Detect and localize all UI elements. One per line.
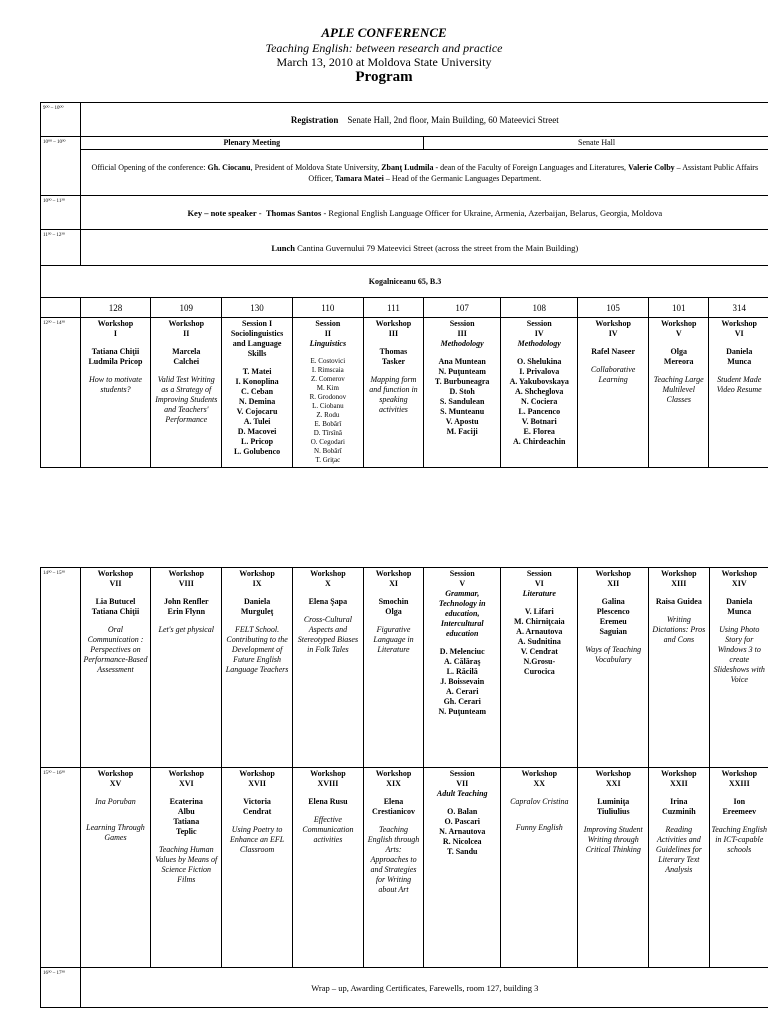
presenter-name: A. Tulei [243,417,271,426]
cell-title: Workshop [375,769,412,778]
cell-number: III [388,329,399,338]
presenter-name: Albu [177,807,195,816]
presenter-name: Tatiana [173,817,200,826]
cell-title: Workshop [660,319,697,328]
schedule-cell [649,768,709,968]
schedule-cell [501,318,578,468]
presenter-name: Saguian [599,627,628,636]
presenter-name: Z. Comerov [310,375,345,383]
cell-number: II [183,329,190,338]
cell-title: Session [526,569,552,578]
cell-title: Workshop [97,319,134,328]
presenter-name: O. Balan [447,807,478,816]
conference-subtitle: Teaching English: between research and practice [265,41,503,55]
lunch-label: Lunch [271,242,295,253]
room-number: 105 [578,298,649,318]
opening-name: Valerie Colby [628,162,675,172]
cell-number: VI [534,579,544,588]
cell-title: Workshop [721,569,758,578]
room-number: 108 [501,298,578,318]
cell-number: XXI [605,779,621,788]
cell-number: I [113,329,118,338]
presenter-name: S. Munteanu [440,407,485,416]
schedule-cell [578,568,649,768]
cell-topic: Oral Communication : Perspectives on Performance-Based Assessment [83,625,148,674]
presenter-name: Lia Butucel [95,597,136,606]
presenter-name: Marcela [172,347,201,356]
presenter-name: Thomas [379,347,408,356]
presenter-name: V. Cendrat [520,647,558,656]
presenter-name: T. Burbuneagra [434,377,490,386]
schedule-cell [80,318,151,468]
cell-number: XV [109,779,122,788]
presenter-name: Daniela [726,597,753,606]
cell-number: II [324,329,331,338]
presenter-name: N. Arnautova [439,827,486,836]
presenter-name: N. Demina [238,397,276,406]
presenter-name: I. Rimscaia [311,366,344,374]
presenter-name: Tatiana Chiţii [91,347,140,356]
presenter-name: E. Costovici [310,357,346,365]
keynote-cell: Key – note speaker - Thomas Santos - Regional English Language Officer for Ukraine, Armenia, Azerbaijan, Belarus, Georgia, Moldova [80,196,768,230]
row-slot1 [41,318,768,468]
room-number: 128 [80,298,151,318]
cell-topic: Collaborative Learning [590,365,636,384]
presenter-name: Murguleţ [240,607,274,616]
plenary-label: Plenary Meeting [80,137,424,150]
presenter-name: Ereemeev [722,807,757,816]
program-table-part1 [40,102,768,468]
cell-title: Workshop [239,769,275,778]
row-lunch [41,230,768,266]
row-opening [41,150,768,196]
presenter-name: E. Bobârî [314,420,342,428]
row-plenary [41,137,768,150]
row-registration [41,103,768,137]
cell-topic: Using Poetry to Enhance an EFL Classroom [229,825,285,854]
schedule-cell [151,318,222,468]
room-number: 107 [424,298,501,318]
cell-number: VII [109,579,122,588]
row-building [41,266,768,298]
cell-topic: Improving Student Writing through Critical Thinking [583,825,643,854]
presenter-name: A. Arnautova [516,627,563,636]
presenter-name: M. Chirniţcaia [513,617,565,626]
cell-number: XXII [669,779,688,788]
cell-topic: Cross-Cultural Aspects and Stereotyped Biases in Folk Tales [297,615,359,654]
cell-number: XXIII [728,779,750,788]
presenter-name: N.Grosu- [523,657,556,666]
cell-title: Session [449,569,475,578]
schedule-cell [424,568,501,768]
presenter-name: Crestianicov [372,807,415,816]
cell-title: Session I [242,319,273,328]
cell-subject: Literature [522,589,556,598]
schedule-cell [293,568,364,768]
cell-presenter: Ina Poruban [95,797,136,806]
opening-name: Tamara Matei [335,173,384,183]
cell-title: Workshop [375,569,412,578]
presenter-name: A. Călăraş [444,657,481,666]
opening-text: - dean of the Faculty of Foreign Languages and Literatures, [433,162,629,172]
cell-number: XVI [178,779,194,788]
presenter-name: C. Ceban [241,387,274,396]
cell-title: Workshop [721,319,757,328]
row-closing [41,968,768,1008]
presenter-name: Cuzminih [661,807,696,816]
presenter-name: R. Grodonov [309,393,347,401]
opening-cell [80,150,768,196]
cell-subject: Adult Teaching [436,789,488,798]
presenter-name: Gh. Cerari [443,697,481,706]
lunch-cell [80,230,768,266]
presenter-name: L. Golubenco [233,447,281,456]
program-table-part2 [40,567,768,1008]
building-cell: Kogalniceanu 65, B.3 [41,266,768,298]
cell-topic: Funny English [515,823,563,832]
schedule-cell [424,318,501,468]
presenter-name: Erin Flynn [167,607,206,616]
opening-text: – Head of the Germanic Languages Department. [383,173,542,183]
presenter-name: M. Kim [316,384,339,392]
cell-subject: Methodology [440,339,484,348]
cell-topic: Teaching English through Arts: Approaches to and Strategies for Writing about Art [367,825,420,894]
presenter-name: D. Tîrsînă [313,429,342,437]
schedule-cell [709,318,768,468]
program-heading: Program [355,69,413,85]
cell-topic: Mapping form and function in speaking activities [369,375,418,414]
time-cell: 10⁰⁰ – 10³⁰ [41,137,81,196]
opening-text: , President of Moldova State University, [250,162,382,172]
cell-title: Session [526,319,552,328]
presenter-name: Teplic [175,827,197,836]
cell-subject: Methodology [517,339,561,348]
schedule-cell [80,768,151,968]
time-cell: 10³⁰ – 11³⁰ [41,196,81,230]
cell-title: Workshop [521,769,558,778]
presenter-name: R. Nicolcea [442,837,482,846]
cell-number: XVII [248,779,266,788]
schedule-cell [649,568,709,768]
presenter-name: A. Chirdeachin [512,437,566,446]
cell-number: XIX [386,779,401,788]
presenter-name: I. Konoplina [235,377,279,386]
presenter-name: Ludmila Pricop [88,357,143,366]
cell-title: Workshop [97,769,134,778]
presenter-name: T. Griţac [315,456,341,464]
row-rooms [41,298,768,318]
cell-title: Workshop [168,569,205,578]
cell-number: V [459,579,466,588]
opening-text: Official Opening of the conference: [91,162,208,172]
cell-topic: Teaching Human Values by Means of Science Fiction Films [155,845,218,884]
presenter-name: Elena Rusu [308,797,348,806]
presenter-name: J. Boissevain [440,677,485,686]
schedule-cell [363,568,423,768]
opening-name: Zbanţ Ludmila [381,162,434,172]
room-number: 101 [649,298,709,318]
presenter-name: Elena Şapa [308,597,348,606]
cell-topic: Let's get physical [158,625,215,634]
cell-number: XI [389,579,398,588]
cell-subject: Linguistics [309,339,347,348]
cell-number: III [457,329,467,338]
cell-title: Workshop [595,569,632,578]
opening-text: – Assistant Public Affairs Officer, [308,162,759,183]
presenter-name: L. Pricop [241,437,274,446]
time-cell: 11³⁰ – 12³⁰ [41,230,81,266]
cell-title: Workshop [168,319,205,328]
presenter-name: O. Cegodari [310,438,345,446]
cell-number: XIV [731,579,747,588]
schedule-cell [222,568,293,768]
presenter-name: Galina [601,597,625,606]
cell-topic: Figurative Language in Literature [373,625,414,654]
row-slot3 [41,768,768,968]
presenter-name: Rafel Naseer [591,347,636,356]
presenter-name: V. Cojocaru [236,407,278,416]
presenter-name: L. Răcilă [446,667,478,676]
cell-topic: Teaching Large Multilevel Classes [653,375,704,404]
presenter-name: Mereora [663,357,694,366]
opening-name: Gh. Ciocanu [207,162,251,172]
presenter-name: M. Faciji [446,427,478,436]
cell-number: VI [734,329,744,338]
cell-topic: Student Made Video Resume [716,375,762,394]
cell-title: Workshop [97,569,134,578]
presenter-name: Olga [385,607,402,616]
presenter-name: N. Cociera [520,397,558,406]
schedule-cell [151,768,222,968]
schedule-cell [501,568,578,768]
presenter-name: Z. Rodu [316,411,340,419]
cell-topic: Using Photo Story for Windows 3 to create Slideshows with Voice [713,625,765,684]
cell-title: Session [315,319,341,328]
presenter-name: Victoria [243,797,271,806]
presenter-name: V. Lifari [524,607,554,616]
cell-number: XVIII [317,779,339,788]
schedule-cell [578,318,649,468]
cell-title: Session [449,769,475,778]
lunch-text: Cantina Guvernului 79 Mateevici Street (across the street from the Main Building) [294,242,579,253]
presenter-name: Ion [733,797,746,806]
presenter-name: N. Bobârî [314,447,342,455]
presenter-name: O. Pascari [444,817,480,826]
presenter-name: Munca [727,607,752,616]
schedule-cell [649,318,709,468]
presenter-name: E. Florea [523,427,555,436]
cell-topic: Writing Dictations: Pros and Cons [652,615,706,644]
presenter-name: Tiuliulius [596,807,630,816]
time-cell: 9⁰⁰ – 10⁰⁰ [41,103,81,137]
cell-number: Sociolinguistics and Language Skills [230,329,284,358]
presenter-name: Eremeu [599,617,627,626]
presenter-name: Daniela [243,597,271,606]
schedule-cell [222,318,293,468]
plenary-place: Senate Hall [424,137,768,150]
registration-label: Registration [290,114,339,125]
time-cell: 12³⁰ – 14³⁰ [41,318,81,468]
presenter-name: V. Botnari [521,417,557,426]
schedule-cell [80,568,151,768]
schedule-cell [363,768,423,968]
room-number: 110 [292,298,363,318]
presenter-name: Irina [670,797,688,806]
presenter-name: Elena [383,797,404,806]
cell-number: VIII [178,579,194,588]
schedule-cell [424,768,501,968]
presenter-name: L. Ciobanu [312,402,344,410]
schedule-cell [709,768,768,968]
presenter-name: Calchei [173,357,200,366]
cell-number: XII [607,579,620,588]
presenter-name: I. Privalova [519,367,560,376]
presenter-name: Ana Muntean [438,357,486,366]
cell-number: VII [456,779,469,788]
schedule-cell [151,568,222,768]
presenter-name: Curocica [523,667,555,676]
cell-title: Workshop [310,569,346,578]
presenter-name: A. Yakubovskaya [509,377,569,386]
closing-cell: Wrap – up, Awarding Certificates, Farewells, room 127, building 3 [80,968,768,1008]
cell-number: IV [608,329,618,338]
cell-title: Workshop [310,769,346,778]
cell-topic: Teaching English in ICT-capable schools [711,825,768,854]
cell-title: Workshop [661,769,697,778]
presenter-name: T. Sandu [446,847,478,856]
presenter-name: A. Cerari [446,687,479,696]
cell-number: XX [533,779,546,788]
presenter-name: L. Pancenco [518,407,561,416]
presenter-name: N. Puţunteam [438,367,486,376]
cell-number: X [325,579,331,588]
room-number: 314 [709,298,768,318]
presenter-name: A. Shcheglova [514,387,564,396]
cell-topic: Reading Activities and Guidelines for Literary Text Analysis [655,825,702,874]
row-slot2 [41,568,768,768]
time-cell: 16³⁰ – 17³⁰ [41,968,81,1008]
schedule-cell [293,768,364,968]
cell-title: Workshop [239,569,275,578]
presenter-name: Munca [727,357,752,366]
cell-number: IV [534,329,544,338]
presenter-name: Smochin [378,597,409,606]
presenter-name: S. Sandulean [439,397,485,406]
schedule-cell [501,768,578,968]
keynote-name: Thomas Santos [265,207,322,218]
schedule-cell [222,768,293,968]
cell-title: Workshop [375,319,412,328]
cell-topic: FELT School. Contributing to the Development of Future English Language Teachers [225,625,289,674]
registration-cell [80,103,768,137]
room-number: 111 [363,298,423,318]
cell-number: IX [252,579,262,588]
room-number: 130 [222,298,293,318]
presenter-name: Raisa Guidea [655,597,702,606]
cell-title: Workshop [721,769,758,778]
cell-topic: Learning Through Games [86,823,145,842]
conference-title: APLE CONFERENCE [321,25,447,40]
cell-title: Workshop [595,319,631,328]
cell-topic: Ways of Teaching Vocabulary [585,645,642,664]
room-number: 109 [151,298,222,318]
presenter-name: Cendrat [242,807,272,816]
cell-topic: Valid Test Writing as a Strategy of Improving Students and Teachers' Performance [155,375,218,424]
presenter-name: T. Matei [242,367,272,376]
row-keynote [41,196,768,230]
presenter-name: V. Apostu [445,417,479,426]
schedule-cell [292,318,363,468]
cell-title: Workshop [661,569,697,578]
cell-title: Session [449,319,475,328]
schedule-cell [363,318,423,468]
cell-presenter: Capralov Cristina [510,797,569,806]
presenter-name: Olga [670,347,687,356]
cell-subject: Grammar, Technology in education, Intercultural education [438,589,486,638]
keynote-label: Key – note speaker [187,207,257,218]
cell-topic: Effective Communication activities [302,815,354,844]
time-cell: 15³⁰ – 16³⁰ [41,768,81,968]
presenter-name: John Renfler [163,597,209,606]
schedule-cell [578,768,649,968]
presenter-name: Ecaterina [169,797,203,806]
presenter-name: D. Macovei [237,427,277,436]
cell-number: V [675,329,682,338]
cell-topic: How to motivate students? [89,375,142,394]
presenter-name: D. Stoh [449,387,475,396]
cell-title: Workshop [168,769,205,778]
time-cell: 14³⁰ – 15³⁰ [41,568,81,768]
registration-text: Senate Hall, 2nd floor, Main Building, 60 Mateevici Street [347,114,559,125]
cell-number: XIII [671,579,687,588]
presenter-name: Tasker [381,357,406,366]
keynote-text: - Regional English Language Officer for Ukraine, Armenia, Azerbaijan, Belarus, Georgia, Moldova [321,207,663,218]
presenter-name: Plescenco [596,607,630,616]
schedule-cell [709,568,768,768]
cell-title: Workshop [595,769,632,778]
presenter-name: Luminiţa [597,797,630,806]
presenter-name: A. Sudnitina [517,637,561,646]
presenter-name: D. Melenciuc [439,647,485,656]
empty-cell [41,298,81,318]
presenter-name: N. Puţunteam [438,707,487,716]
presenter-name: Tatiana Chiţii [91,607,140,616]
presenter-name: O. Shelukina [516,357,562,366]
conference-date-place: March 13, 2010 at Moldova State University [276,55,492,69]
presenter-name: Daniela [726,347,753,356]
